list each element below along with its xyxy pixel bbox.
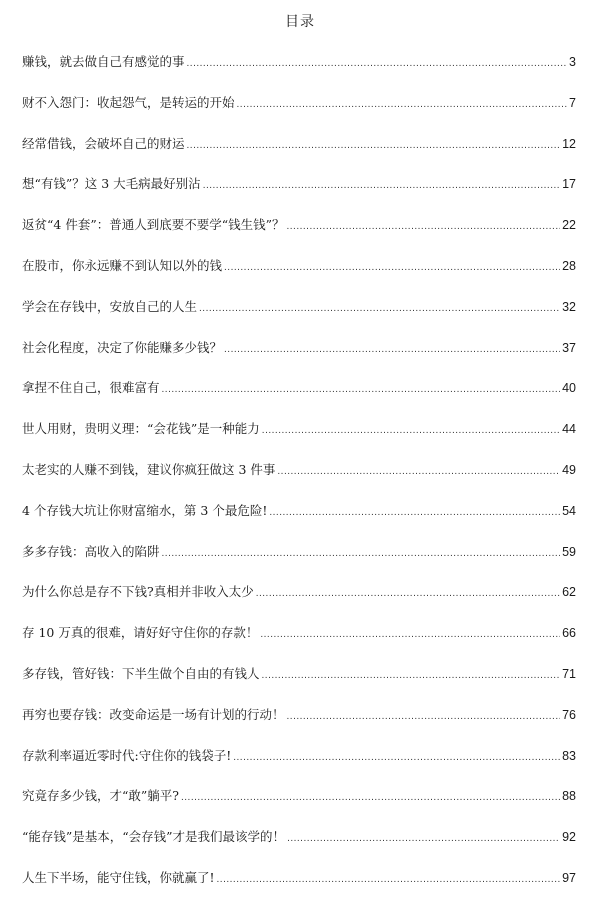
toc-leader-dots xyxy=(181,792,560,803)
toc-entry-title: 返贫“4 件套”：普通人到底要不要学“钱生钱”？ xyxy=(22,217,285,233)
toc-entry-page: 83 xyxy=(562,748,576,763)
toc-leader-dots xyxy=(199,303,560,314)
toc-entry[interactable] xyxy=(22,827,576,868)
toc-entry-title: 再穷也要存钱：改变命运是一场有计划的行动！ xyxy=(22,706,285,722)
toc-entry-title: 社会化程度，决定了你能赚多少钱？ xyxy=(22,339,223,355)
toc-leader-dots xyxy=(224,262,560,273)
toc-leader-dots xyxy=(237,99,568,110)
toc-entry-page: 71 xyxy=(562,666,576,681)
toc-leader-dots xyxy=(262,670,561,681)
toc-entry-page: 17 xyxy=(562,177,576,192)
toc-entry-page: 92 xyxy=(562,830,576,845)
toc-entry-page: 54 xyxy=(562,503,576,518)
toc-entry[interactable] xyxy=(22,378,576,419)
toc-leader-dots xyxy=(162,384,561,395)
toc-leader-dots xyxy=(224,344,560,355)
toc-entry-page: 3 xyxy=(569,55,576,69)
toc-leader-dots xyxy=(260,629,560,640)
toc-entry-page: 37 xyxy=(562,340,576,355)
toc-leader-dots xyxy=(287,711,561,722)
toc-leader-dots xyxy=(287,221,561,232)
toc-entry[interactable] xyxy=(22,705,576,746)
toc-entry-title: 人生下半场，能守住钱，你就赢了! xyxy=(22,869,215,885)
toc-entry-page: 59 xyxy=(562,544,576,559)
toc-entry[interactable] xyxy=(22,664,576,705)
toc-entry-title: 经常借钱，会破坏自己的财运 xyxy=(22,135,185,151)
toc-entry-title: 究竟存多少钱，才“敢”躺平? xyxy=(22,788,179,804)
toc-entry-title: 多多存钱：高收入的陷阱 xyxy=(22,543,160,559)
toc-leader-dots xyxy=(187,140,561,151)
toc-leader-dots xyxy=(256,588,560,599)
toc-entry-title: 太老实的人赚不到钱，建议你疯狂做这 3 件事 xyxy=(22,461,276,477)
toc-entry[interactable] xyxy=(22,419,576,460)
toc-list xyxy=(22,52,576,909)
toc-entry-page: 88 xyxy=(562,789,576,804)
toc-entry[interactable] xyxy=(22,786,576,827)
toc-entry-page: 76 xyxy=(562,707,576,722)
toc-entry-title: 赚钱，就去做自己有感觉的事 xyxy=(22,54,185,69)
toc-entry[interactable] xyxy=(22,297,576,338)
toc-entry[interactable] xyxy=(22,582,576,623)
toc-entry-page: 12 xyxy=(562,136,576,151)
toc-entry-title: 多存钱，管好钱：下半生做个自由的有钱人 xyxy=(22,665,260,681)
toc-entry-page: 32 xyxy=(562,299,576,314)
toc-entry[interactable] xyxy=(22,623,576,664)
toc-entry-title: 在股市，你永远赚不到认知以外的钱 xyxy=(22,257,223,273)
toc-leader-dots xyxy=(287,833,560,844)
toc-entry-title: 学会在存钱中，安放自己的人生 xyxy=(22,298,198,314)
toc-entry[interactable] xyxy=(22,460,576,501)
toc-entry-title: “能存钱”是基本，“会存钱”才是我们最该学的！ xyxy=(22,829,286,845)
toc-leader-dots xyxy=(187,58,568,69)
toc-leader-dots xyxy=(203,180,560,191)
toc-entry-page: 44 xyxy=(562,422,576,437)
toc-leader-dots xyxy=(262,425,560,436)
toc-leader-dots xyxy=(233,752,560,763)
toc-entry-page: 97 xyxy=(562,870,576,885)
toc-entry[interactable] xyxy=(22,542,576,583)
toc-entry[interactable] xyxy=(22,868,576,909)
toc-entry[interactable] xyxy=(22,134,576,175)
toc-entry[interactable] xyxy=(22,746,576,787)
toc-entry-title: 4 个存钱大坑让你财富缩水，第 3 个最危险! xyxy=(22,502,268,518)
toc-entry-page: 66 xyxy=(562,626,576,641)
toc-leader-dots xyxy=(162,548,561,559)
toc-entry-title: 存 10 万真的很难，请好好守住你的存款！ xyxy=(22,625,259,641)
toc-entry-title: 拿捏不住自己，很难富有 xyxy=(22,380,160,396)
toc-entry-title: 想“有钱”？这 3 大毛病最好别沾 xyxy=(22,176,201,192)
toc-leader-dots xyxy=(269,507,560,518)
toc-entry[interactable] xyxy=(22,215,576,256)
toc-entry-page: 7 xyxy=(569,95,576,110)
toc-entry-page: 28 xyxy=(562,258,576,273)
toc-entry-title: 存款利率逼近零时代:守住你的钱袋子! xyxy=(22,747,232,763)
toc-entry[interactable] xyxy=(22,52,576,93)
toc-entry-title: 财不入怨门：收起怨气，是转运的开始 xyxy=(22,94,235,110)
page-title: 目录 xyxy=(285,14,315,30)
toc-entry[interactable] xyxy=(22,501,576,542)
toc-leader-dots xyxy=(277,466,560,477)
toc-entry-page: 22 xyxy=(562,218,576,233)
toc-entry[interactable] xyxy=(22,174,576,215)
toc-entry[interactable] xyxy=(22,93,576,134)
toc-leader-dots xyxy=(217,874,561,885)
toc-entry-title: 世人用财，贵明义理：“会花钱”是一种能力 xyxy=(22,421,260,437)
toc-entry-page: 62 xyxy=(562,585,576,600)
toc-entry[interactable] xyxy=(22,256,576,297)
toc-entry-page: 40 xyxy=(562,381,576,396)
toc-entry[interactable] xyxy=(22,338,576,379)
toc-entry-title: 为什么你总是存不下钱?真相并非收入太少 xyxy=(22,584,254,600)
toc-entry-page: 49 xyxy=(562,462,576,477)
